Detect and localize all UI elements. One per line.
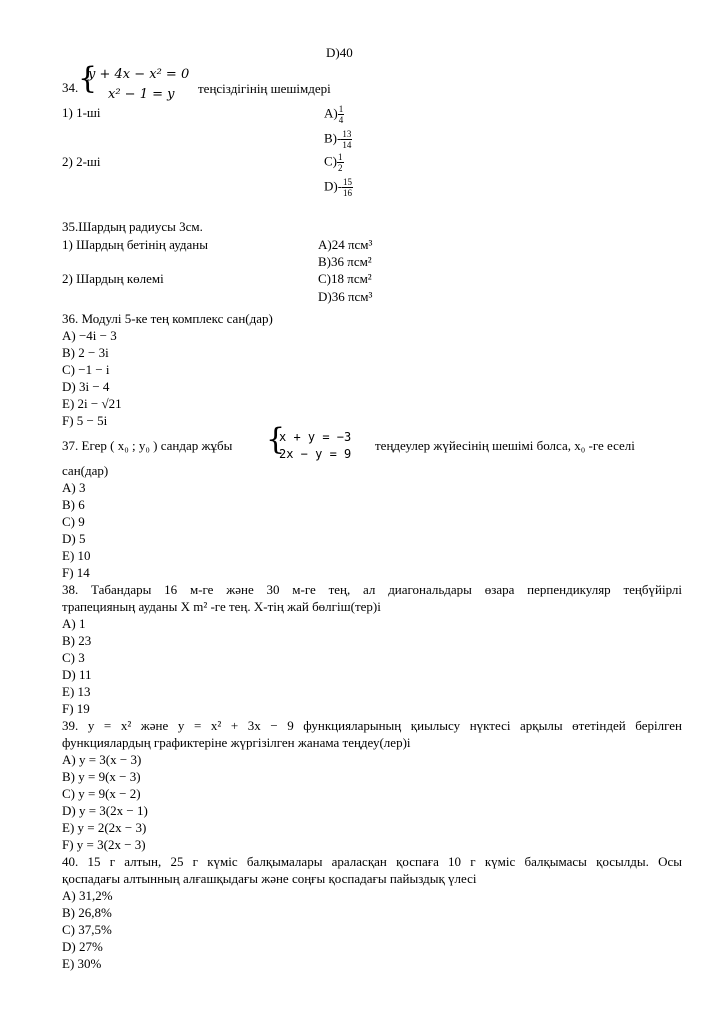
q40-option-d: D) 27% [62, 939, 103, 954]
q34-option-b-label: B)- [324, 130, 342, 146]
q37-post: теңдеулер жүйесінің шешімі болса, x₀ -ге еселі [375, 438, 635, 453]
q35-option-c: C)18 πсм² [318, 271, 372, 286]
q38-line-1: 38. Табандары 16 м-ге және 30 м-ге тең, ал диагональдары өзара перпендикуляр теңбүйірлі [62, 582, 682, 597]
q37-option-b: B) 6 [62, 497, 85, 512]
q38-option-f: F) 19 [62, 701, 90, 716]
q34-number: 34. [62, 80, 79, 95]
q34-equation-2: x² − 1 = y [108, 87, 175, 102]
q35-option-a: A)24 πсм³ [318, 237, 373, 252]
q39-option-a: A) y = 3(x − 3) [62, 752, 142, 767]
q38-option-d: D) 11 [62, 667, 92, 682]
fraction-denominator: 16 [343, 188, 353, 198]
q38-option-e: E) 13 [62, 684, 91, 699]
q40-line-1: 40. 15 г алтын, 25 г күміс балқымалары араласқан қоспаға 10 г күміс балқымасы қосылды. Осы [62, 854, 682, 869]
fraction-denominator: 14 [342, 140, 352, 150]
q34-equation-1: y + 4x − x² = 0 [88, 67, 190, 82]
fraction-denominator: 2 [338, 163, 343, 173]
q39-option-c: C) y = 9(x − 2) [62, 786, 141, 801]
q40-line-2: қоспадағы алтынның алғашқыдағы және соңғы қоспадағы пайыздық үлесі [62, 871, 477, 886]
q37-option-f: F) 14 [62, 565, 90, 580]
q34-option-c [324, 152, 344, 173]
q36-option-a: A) −4i − 3 [62, 328, 117, 343]
q36-option-e: E) 2i − √21 [62, 396, 122, 411]
answer-d40: D)40 [326, 45, 353, 60]
q40-option-b: B) 26,8% [62, 905, 112, 920]
q37-brace: { [266, 422, 286, 457]
q36-option-b: B) 2 − 3i [62, 345, 109, 360]
q37-option-a: A) 3 [62, 480, 86, 495]
q34-item-1: 1) 1-ші [62, 105, 101, 120]
q37-pre: 37. Егер ( x₀ ; y₀ ) сандар жұбы [62, 438, 233, 453]
q40-option-c: C) 37,5% [62, 922, 112, 937]
q38-option-a: A) 1 [62, 616, 86, 631]
q34-option-a-fraction [338, 104, 345, 125]
fraction-numerator: 1 [338, 104, 344, 114]
q34-option-d-fraction [342, 177, 353, 198]
q34-text: теңсіздігінің шешімдері [198, 81, 331, 96]
q38-option-c: C) 3 [62, 650, 85, 665]
q37-option-d: D) 5 [62, 531, 86, 546]
q35-title: 35.Шардың радиусы 3см. [62, 219, 203, 234]
q36-option-f: F) 5 − 5i [62, 413, 108, 428]
q40-option-a: A) 31,2% [62, 888, 113, 903]
q37-option-c: C) 9 [62, 514, 85, 529]
q34-option-a-label: A) [324, 105, 338, 121]
q34-brace: { [78, 61, 98, 96]
q39-line-1: 39. y = x² және y = x² + 3x − 9 функцияларының қиылысу нүктесі арқылы өтетіндей берілген [62, 718, 682, 733]
q36-option-d: D) 3i − 4 [62, 379, 110, 394]
q34-item-2: 2) 2-ші [62, 154, 101, 169]
q40-option-e: E) 30% [62, 956, 102, 971]
q35-option-b: B)36 πсм² [318, 254, 372, 269]
q39-option-e: E) y = 2(2x − 3) [62, 820, 147, 835]
q34-option-c-fraction [337, 152, 344, 173]
q34-option-c-label: C) [324, 153, 337, 169]
q36-title: 36. Модулі 5-ке тең комплекс сан(дар) [62, 311, 273, 326]
q34-option-b [324, 129, 352, 150]
q34-option-b-fraction [341, 129, 352, 150]
q39-line-2: функциялардың графиктеріне жүргізілген жанама теңдеу(лер)і [62, 735, 411, 750]
q38-option-b: B) 23 [62, 633, 92, 648]
fraction-numerator: 1 [338, 152, 343, 162]
q35-item-1: 1) Шардың бетінің ауданы [62, 237, 208, 252]
q39-option-b: B) y = 9(x − 3) [62, 769, 141, 784]
fraction-numerator: 15 [343, 177, 353, 187]
q37-option-e: E) 10 [62, 548, 91, 563]
q35-option-d: D)36 πсм³ [318, 289, 373, 304]
q34-option-d [324, 177, 353, 198]
q36-option-c: C) −1 − i [62, 362, 110, 377]
fraction-denominator: 4 [338, 115, 344, 125]
q39-option-f: F) y = 3(2x − 3) [62, 837, 146, 852]
q37-equation-1: x + y = −3 [279, 430, 352, 444]
fraction-numerator: 13 [342, 129, 352, 139]
q34-option-d-label: D)- [324, 178, 343, 194]
q35-item-2: 2) Шардың көлемі [62, 271, 164, 286]
q34-option-a [324, 104, 344, 125]
q39-option-d: D) y = 3(2x − 1) [62, 803, 148, 818]
q37-equation-2: 2x − y = 9 [279, 447, 352, 461]
q38-line-2: трапецияның ауданы X m² -ге тең. X-тің жай бөлгіш(тер)і [62, 599, 381, 614]
q37-continuation: сан(дар) [62, 463, 109, 478]
